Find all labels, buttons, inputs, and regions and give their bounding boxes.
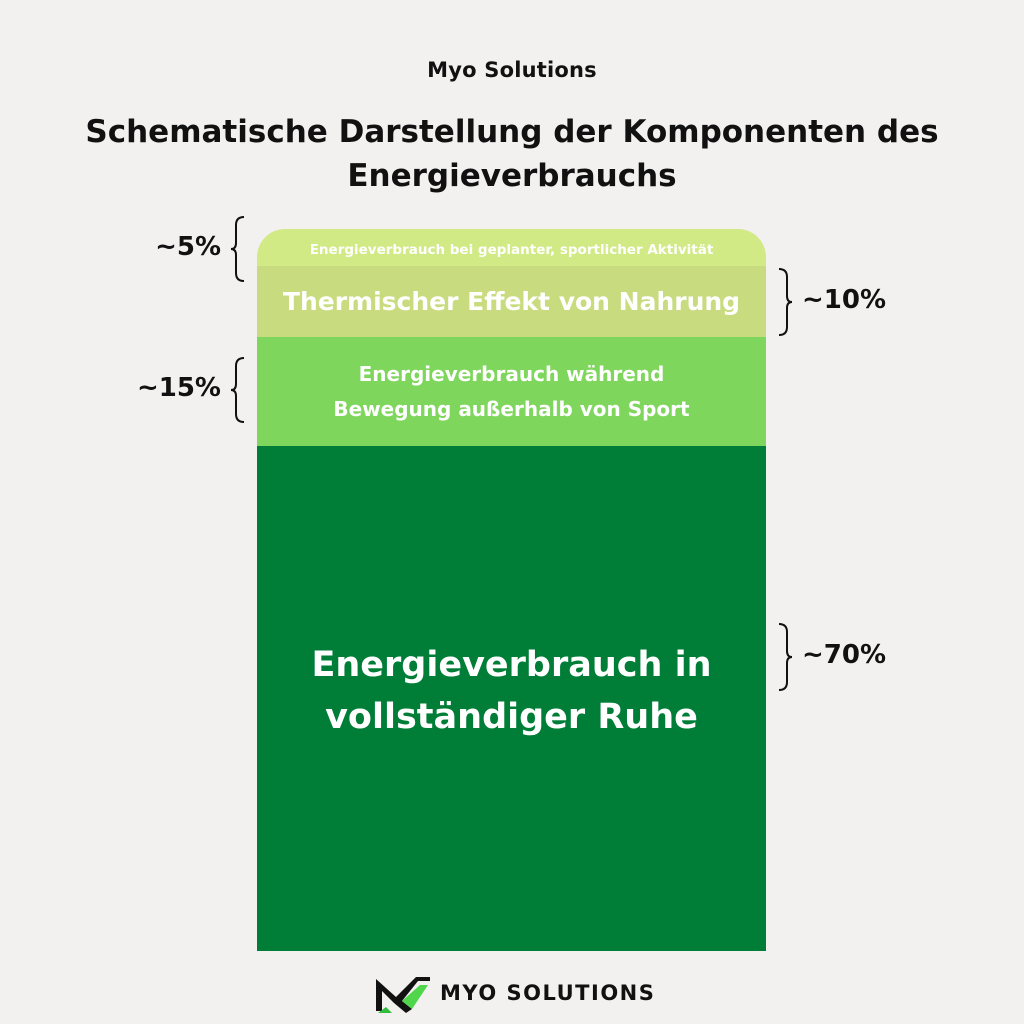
segment-non-exercise-movement: Energieverbrauch während Bewegung außerhalb von Sport (257, 337, 766, 446)
percent-label-rest: ~70% (802, 640, 887, 670)
percent-label-movement: ~15% (136, 373, 221, 403)
stacked-bar (257, 229, 766, 951)
brace-movement (229, 356, 249, 424)
percent-label-thermic: ~10% (802, 285, 887, 315)
brace-sport (229, 215, 249, 283)
segment-sport-activity: Energieverbrauch bei geplanter, sportlicher Aktivität (257, 229, 766, 266)
segment-resting-energy: Energieverbrauch in vollständiger Ruhe (257, 446, 766, 951)
brace-rest (774, 622, 794, 692)
myo-solutions-logo-icon (372, 971, 434, 1015)
brace-thermic (774, 267, 794, 337)
brand-name: Myo Solutions (427, 58, 597, 82)
footer-brand (372, 970, 655, 1016)
chart-title: Schematische Darstellung der Komponenten des Energieverbrauchs (85, 114, 939, 194)
percent-label-sport: ~5% (155, 232, 221, 262)
footer-brand-text: MYO SOLUTIONS (440, 981, 656, 1005)
segment-thermic-effect: Thermischer Effekt von Nahrung (257, 266, 766, 337)
